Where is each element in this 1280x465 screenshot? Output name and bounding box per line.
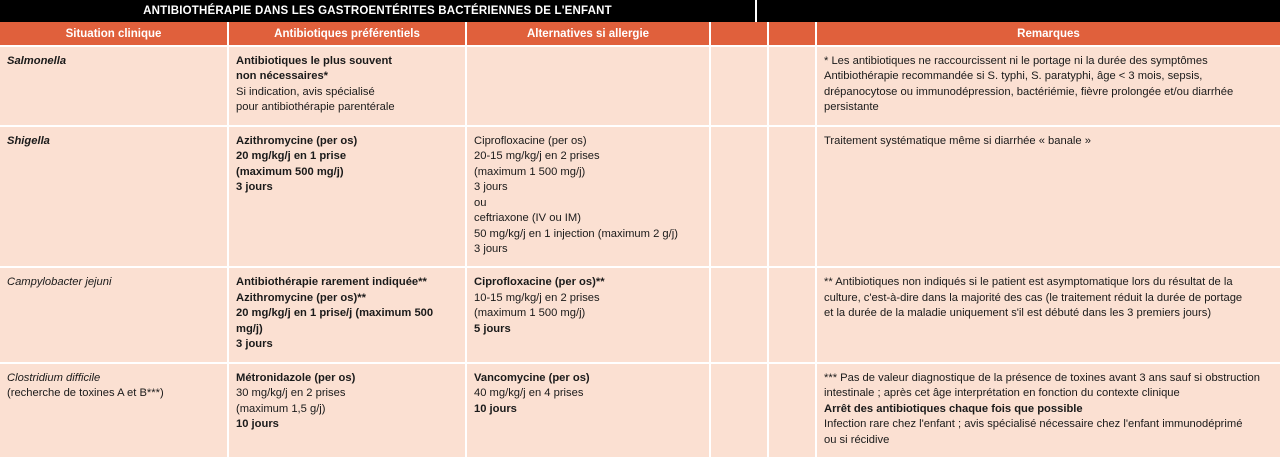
cell-line: 3 jours xyxy=(236,181,273,194)
cell-line: (maximum 1,5 g/j) xyxy=(236,402,326,415)
cell-situation xyxy=(0,267,228,362)
cell-blank-1 xyxy=(710,363,768,457)
cell-line: ** Antibiotiques non indiqués si le patient est asymptomatique lors du résultat de la xyxy=(824,276,1233,289)
cell-preferentiels xyxy=(228,363,466,457)
cell-blank-1 xyxy=(710,46,768,126)
table-title-bar xyxy=(0,0,1280,22)
cell-situation xyxy=(0,46,228,126)
cell-line: intestinale ; après cet âge interprétation en fonction du contexte clinique xyxy=(824,387,1180,400)
cell-line: 30 mg/kg/j en 2 prises xyxy=(236,387,346,400)
cell-line: 50 mg/kg/j en 1 injection (maximum 2 g/j) xyxy=(474,227,678,240)
cell-situation xyxy=(0,126,228,268)
cell-line: Métronidazole (per os) xyxy=(236,371,356,384)
cell-situation xyxy=(0,363,228,457)
cell-line: Arrêt des antibiotiques chaque fois que possible xyxy=(824,402,1083,415)
cell-blank-2 xyxy=(768,363,816,457)
cell-line: pour antibiothérapie parentérale xyxy=(236,101,395,114)
cell-blank-1 xyxy=(710,126,768,268)
cell-alternatives xyxy=(466,363,710,457)
antibiotherapy-table xyxy=(0,22,1280,457)
cell-blank-2 xyxy=(768,126,816,268)
cell-line: Antibiothérapie rarement indiquée** xyxy=(236,276,427,289)
cell-line: Clostridium difficile xyxy=(7,371,101,384)
cell-line: 40 mg/kg/j en 4 prises xyxy=(474,387,584,400)
cell-line: Vancomycine (per os) xyxy=(474,371,590,384)
cell-line: (recherche de toxines A et B***) xyxy=(7,387,164,400)
cell-blank-1 xyxy=(710,267,768,362)
cell-line: 20-15 mg/kg/j en 2 prises xyxy=(474,150,600,163)
cell-line: Salmonella xyxy=(7,55,67,67)
table-row xyxy=(0,126,1280,268)
cell-line: *** Pas de valeur diagnostique de la présence de toxines avant 3 ans sauf si obstruction xyxy=(824,371,1260,384)
cell-line: Ciprofloxacine (per os) xyxy=(474,134,587,147)
table-row xyxy=(0,267,1280,362)
cell-line: Ciprofloxacine (per os)** xyxy=(474,276,605,289)
cell-line: Antibiothérapie recommandée si S. typhi, S. paratyphi, âge < 3 mois, sepsis, xyxy=(824,70,1203,83)
cell-preferentiels xyxy=(228,126,466,268)
table-row xyxy=(0,363,1280,457)
cell-line: drépanocytose ou immunodépression, bactériémie, fièvre prolongée et/ou diarrhée xyxy=(824,85,1234,98)
cell-line: ou si récidive xyxy=(824,433,890,446)
table-body xyxy=(0,46,1280,457)
cell-line: non nécessaires* xyxy=(236,70,329,83)
table-header-row xyxy=(0,22,1280,46)
cell-line: Azithromycine (per os)** xyxy=(236,291,366,304)
cell-line: Antibiotiques le plus souvent xyxy=(236,55,393,67)
cell-preferentiels xyxy=(228,267,466,362)
cell-line: 10 jours xyxy=(236,418,279,431)
cell-line: 20 mg/kg/j en 1 prise xyxy=(236,150,347,163)
cell-line: Si indication, avis spécialisé xyxy=(236,85,375,98)
cell-line: Campylobacter jejuni xyxy=(7,276,112,289)
cell-line: ou xyxy=(474,196,487,209)
cell-line: Azithromycine (per os) xyxy=(236,134,358,147)
cell-line: Shigella xyxy=(7,134,50,147)
cell-line: et la durée de la maladie uniquement s'il est débuté dans les 3 premiers jours) xyxy=(824,307,1212,320)
column-header-preferentiels: Antibiotiques préférentiels xyxy=(228,22,466,46)
cell-line: (maximum 1 500 mg/j) xyxy=(474,307,586,320)
column-header-remarques: Remarques xyxy=(816,22,1280,46)
cell-line: (maximum 1 500 mg/j) xyxy=(474,165,586,178)
table-row xyxy=(0,46,1280,126)
column-header-situation: Situation clinique xyxy=(0,22,228,46)
cell-line: Infection rare chez l'enfant ; avis spécialisé nécessaire chez l'enfant immunodéprimé xyxy=(824,418,1243,431)
cell-line: (maximum 500 mg/j) xyxy=(236,165,344,178)
cell-alternatives xyxy=(466,267,710,362)
cell-line: 3 jours xyxy=(474,242,508,255)
cell-line: ceftriaxone (IV ou IM) xyxy=(474,212,581,225)
cell-line: 10-15 mg/kg/j en 2 prises xyxy=(474,291,600,304)
cell-remarques xyxy=(816,126,1280,268)
cell-line: 20 mg/kg/j en 1 prise/j (maximum 500 mg/j) xyxy=(236,307,437,335)
column-header-alternatives: Alternatives si allergie xyxy=(466,22,710,46)
cell-line: 5 jours xyxy=(474,322,511,335)
cell-line: persistante xyxy=(824,101,879,114)
column-header-blank-2 xyxy=(768,22,816,46)
page-title: ANTIBIOTHÉRAPIE DANS LES GASTROENTÉRITES BACTÉRIENNES DE L'ENFANT xyxy=(0,0,757,22)
cell-line: * Les antibiotiques ne raccourcissent ni le portage ni la durée des symptômes xyxy=(824,55,1208,67)
column-header-blank-1 xyxy=(710,22,768,46)
cell-blank-2 xyxy=(768,267,816,362)
cell-line: 3 jours xyxy=(474,181,508,194)
cell-preferentiels xyxy=(228,46,466,126)
cell-line: 10 jours xyxy=(474,402,517,415)
cell-line: Traitement systématique même si diarrhée « banale » xyxy=(824,134,1091,147)
cell-remarques xyxy=(816,363,1280,457)
cell-alternatives xyxy=(466,46,710,126)
cell-line: culture, c'est-à-dire dans la majorité des cas (le traitement réduit la durée de portage xyxy=(824,291,1243,304)
cell-line: 3 jours xyxy=(236,338,273,351)
cell-remarques xyxy=(816,267,1280,362)
cell-remarques xyxy=(816,46,1280,126)
title-bar-spacer xyxy=(757,0,1280,22)
cell-alternatives xyxy=(466,126,710,268)
cell-blank-2 xyxy=(768,46,816,126)
